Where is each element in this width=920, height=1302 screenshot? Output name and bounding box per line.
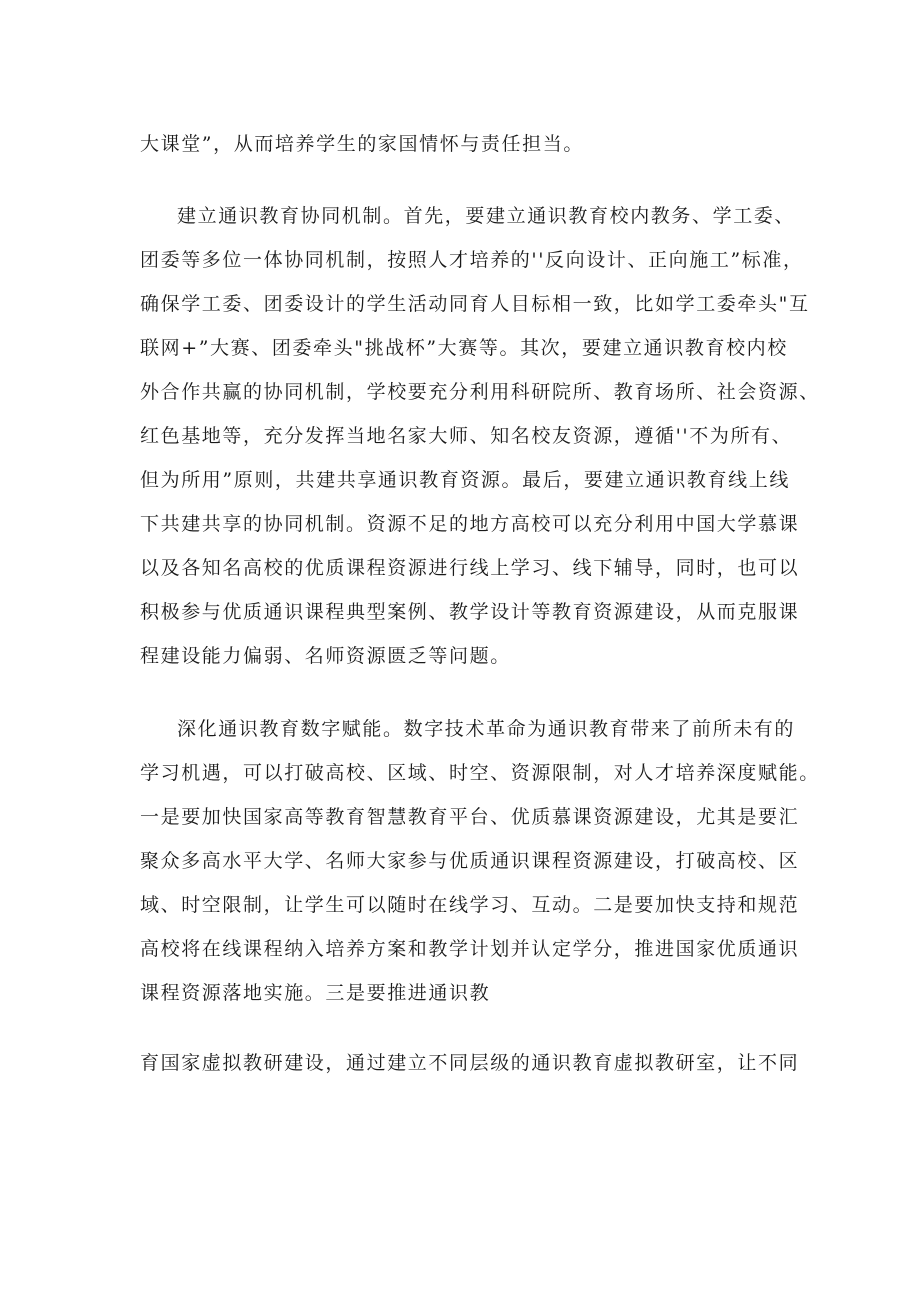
text-line: 程建设能力偏弱、名师资源匮乏等问题。	[140, 645, 511, 667]
text-line: 深化通识教育数字赋能。数字技术革命为通识教育带来了前所未有的	[177, 718, 796, 740]
text-line: 外合作共赢的协同机制，学校要充分利用科研院所、教育场所、社会资源、	[140, 381, 820, 403]
text-line: 一是要加快国家高等教育智慧教育平台、优质慕课资源建设，尤其是要汇	[140, 806, 800, 828]
text-line: 课程资源落地实施。三是要推进通识教	[140, 982, 491, 1004]
text-line: 团委等多位一体协同机制，按照人才培养的''反向设计、正向施工”标准，	[140, 249, 804, 271]
text-line: 学习机遇，可以打破高校、区域、时空、资源限制，对人才培养深度赋能。	[140, 762, 820, 784]
text-line: 积极参与优质通识课程典型案例、教学设计等教育资源建设，从而克服课	[140, 601, 800, 623]
text-line: 但为所用”原则，共建共享通识教育资源。最后，要建立通识教育线上线	[140, 469, 790, 491]
text-line: 联网+”大赛、团委牵头"挑战杯”大赛等。其次，要建立通识教育校内校	[140, 337, 788, 359]
text-line: 大课堂”，从而培养学生的家国情怀与责任担当。	[140, 133, 584, 155]
text-line: 红色基地等，充分发挥当地名家大师、知名校友资源，遵循''不为所有、	[140, 425, 793, 447]
text-line: 域、时空限制，让学生可以随时在线学习、互动。二是要加快支持和规范	[140, 894, 800, 916]
text-line: 育国家虚拟教研建设，通过建立不同层级的通识教育虚拟教研室，让不同	[140, 1052, 800, 1074]
text-line: 建立通识教育协同机制。首先，要建立通识教育校内教务、学工委、	[177, 205, 796, 227]
text-line: 下共建共享的协同机制。资源不足的地方高校可以充分利用中国大学慕课	[140, 513, 800, 535]
text-line: 以及各知名高校的优质课程资源进行线上学习、线下辅导，同时，也可以	[140, 557, 800, 579]
text-line: 确保学工委、团委设计的学生活动同育人目标相一致，比如学工委牵头"互	[140, 293, 810, 315]
text-line: 聚众多高水平大学、名师大家参与优质通识课程资源建设，打破高校、区	[140, 850, 800, 872]
text-line: 高校将在线课程纳入培养方案和教学计划并认定学分，推进国家优质通识	[140, 938, 800, 960]
